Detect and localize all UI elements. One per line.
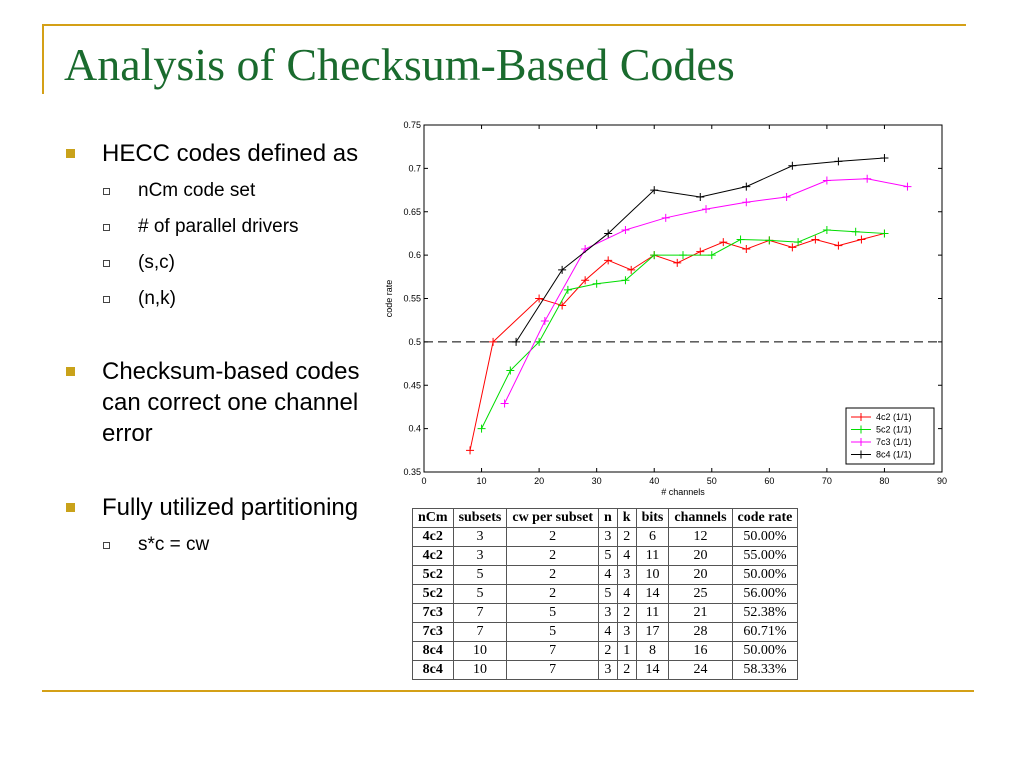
column-header: k bbox=[617, 509, 636, 528]
sub-bullet-text: (n,k) bbox=[138, 288, 176, 309]
table-row bbox=[413, 661, 798, 680]
x-tick-label: 90 bbox=[936, 476, 948, 486]
table-cell: 4 bbox=[617, 585, 636, 604]
table-cell: 3 bbox=[599, 661, 618, 680]
legend-label: 8c4 (1/1) bbox=[876, 449, 912, 460]
table-cell: 16 bbox=[669, 642, 732, 661]
table-cell: 3 bbox=[599, 604, 618, 623]
table-cell: 10 bbox=[453, 661, 507, 680]
table-cell: 7 bbox=[507, 661, 599, 680]
table-cell: 2 bbox=[507, 566, 599, 585]
y-tick-label: 0.4 bbox=[408, 423, 421, 434]
sub-bullet-text: # of parallel drivers bbox=[138, 216, 299, 237]
table-cell: 3 bbox=[599, 528, 618, 547]
hollow-square-bullet-icon bbox=[103, 296, 110, 303]
table-cell: 3 bbox=[617, 623, 636, 642]
table-cell: 24 bbox=[669, 661, 732, 680]
table-cell: 52.38% bbox=[732, 604, 798, 623]
legend-label: 5c2 (1/1) bbox=[876, 424, 912, 435]
table-cell: 21 bbox=[669, 604, 732, 623]
bullet-hecc-codes bbox=[64, 138, 364, 169]
column-header: n bbox=[599, 509, 618, 528]
table-header-row bbox=[413, 509, 798, 528]
table-cell: 5 bbox=[599, 547, 618, 566]
table-cell: 4c2 bbox=[413, 547, 454, 566]
table-row bbox=[413, 547, 798, 566]
column-header: bits bbox=[636, 509, 669, 528]
sub-bullet-text: s*c = cw bbox=[138, 534, 210, 555]
table-cell: 8 bbox=[636, 642, 669, 661]
bullet-text: Checksum-based codes can correct one channel error bbox=[102, 358, 360, 447]
table-cell: 58.33% bbox=[732, 661, 798, 680]
table-row bbox=[413, 623, 798, 642]
table-cell: 5 bbox=[599, 585, 618, 604]
table-cell: 20 bbox=[669, 566, 732, 585]
table-cell: 8c4 bbox=[413, 642, 454, 661]
table-cell: 60.71% bbox=[732, 623, 798, 642]
table-row bbox=[413, 585, 798, 604]
x-axis-label: # channels bbox=[661, 487, 705, 497]
code-table bbox=[412, 508, 798, 680]
legend-label: 7c3 (1/1) bbox=[876, 437, 912, 447]
x-tick-label: 20 bbox=[534, 476, 545, 486]
bullet-partitioning bbox=[64, 492, 364, 523]
y-tick-label: 0.45 bbox=[403, 380, 421, 391]
column-header: nCm bbox=[413, 509, 454, 528]
table-cell: 50.00% bbox=[732, 528, 798, 547]
table-cell: 25 bbox=[669, 585, 732, 604]
x-tick-label: 0 bbox=[421, 476, 427, 486]
legend-label: 4c2 (1/1) bbox=[876, 412, 912, 422]
sub-bullet-text: nCm code set bbox=[138, 180, 256, 201]
sub-bullet-nk bbox=[64, 286, 364, 312]
table-cell: 5 bbox=[453, 585, 507, 604]
hollow-square-bullet-icon bbox=[103, 188, 110, 195]
table-cell: 5 bbox=[453, 566, 507, 585]
table-cell: 5 bbox=[507, 604, 599, 623]
table-cell: 1 bbox=[617, 642, 636, 661]
sub-bullet-ncm bbox=[64, 178, 364, 204]
y-tick-label: 0.55 bbox=[403, 293, 421, 304]
table-cell: 5 bbox=[507, 623, 599, 642]
top-accent-line bbox=[42, 24, 966, 26]
sub-bullet-drivers bbox=[64, 214, 364, 240]
table-cell: 14 bbox=[636, 661, 669, 680]
table-cell: 4 bbox=[599, 566, 618, 585]
table-cell: 2 bbox=[599, 642, 618, 661]
table-cell: 17 bbox=[636, 623, 669, 642]
table-cell: 14 bbox=[636, 585, 669, 604]
table-cell: 2 bbox=[617, 661, 636, 680]
sub-bullet-sc bbox=[64, 250, 364, 276]
bullet-text: Fully utilized partitioning bbox=[102, 494, 359, 521]
table-cell: 10 bbox=[453, 642, 507, 661]
table-cell: 2 bbox=[617, 604, 636, 623]
x-tick-label: 70 bbox=[821, 476, 832, 486]
table-cell: 4 bbox=[617, 547, 636, 566]
table-cell: 7 bbox=[453, 604, 507, 623]
table-cell: 3 bbox=[453, 528, 507, 547]
hollow-square-bullet-icon bbox=[103, 224, 110, 231]
left-accent-line bbox=[42, 24, 44, 94]
x-tick-label: 50 bbox=[706, 476, 717, 486]
slide-title: Analysis of Checksum-Based Codes bbox=[64, 39, 735, 90]
table-row bbox=[413, 566, 798, 585]
table-row bbox=[413, 528, 798, 547]
hollow-square-bullet-icon bbox=[103, 260, 110, 267]
table-cell: 11 bbox=[636, 604, 669, 623]
table-row bbox=[413, 642, 798, 661]
table-cell: 4c2 bbox=[413, 528, 454, 547]
table-cell: 20 bbox=[669, 547, 732, 566]
table-cell: 3 bbox=[453, 547, 507, 566]
sub-bullet-scw bbox=[64, 532, 364, 558]
table-cell: 2 bbox=[507, 547, 599, 566]
chart-svg bbox=[376, 116, 956, 504]
x-tick-label: 10 bbox=[476, 476, 487, 486]
square-bullet-icon bbox=[66, 149, 75, 158]
column-header: code rate bbox=[732, 509, 798, 528]
table-cell: 7c3 bbox=[413, 604, 454, 623]
table-cell: 56.00% bbox=[732, 585, 798, 604]
table-cell: 6 bbox=[636, 528, 669, 547]
table-cell: 7 bbox=[453, 623, 507, 642]
column-header: cw per subset bbox=[507, 509, 599, 528]
bottom-accent-line bbox=[42, 690, 974, 692]
square-bullet-icon bbox=[66, 503, 75, 512]
table-cell: 4 bbox=[599, 623, 618, 642]
column-header: channels bbox=[669, 509, 732, 528]
x-tick-label: 60 bbox=[764, 476, 775, 486]
table-cell: 28 bbox=[669, 623, 732, 642]
y-tick-label: 0.6 bbox=[408, 250, 421, 261]
table-cell: 7c3 bbox=[413, 623, 454, 642]
column-header: subsets bbox=[453, 509, 507, 528]
bullet-text: HECC codes defined as bbox=[102, 140, 359, 167]
table-cell: 7 bbox=[507, 642, 599, 661]
square-bullet-icon bbox=[66, 367, 75, 376]
x-tick-label: 40 bbox=[649, 476, 660, 486]
table-cell: 8c4 bbox=[413, 661, 454, 680]
table-cell: 2 bbox=[617, 528, 636, 547]
table-cell: 5c2 bbox=[413, 566, 454, 585]
sub-bullet-text: (s,c) bbox=[138, 252, 175, 273]
y-tick-label: 0.65 bbox=[403, 206, 421, 217]
bullet-checksum-codes bbox=[64, 356, 364, 449]
table-cell: 3 bbox=[617, 566, 636, 585]
y-axis-label: code rate bbox=[384, 279, 394, 318]
table-cell: 55.00% bbox=[732, 547, 798, 566]
table-cell: 10 bbox=[636, 566, 669, 585]
y-tick-label: 0.35 bbox=[403, 467, 421, 477]
table-row bbox=[413, 604, 798, 623]
bullet-list bbox=[64, 138, 364, 568]
code-rate-chart bbox=[376, 116, 956, 504]
x-tick-label: 80 bbox=[879, 476, 890, 486]
table-cell: 11 bbox=[636, 547, 669, 566]
hollow-square-bullet-icon bbox=[103, 542, 110, 549]
table-cell: 50.00% bbox=[732, 642, 798, 661]
table-cell: 2 bbox=[507, 528, 599, 547]
table-cell: 12 bbox=[669, 528, 732, 547]
y-tick-label: 0.5 bbox=[408, 336, 421, 347]
table-cell: 50.00% bbox=[732, 566, 798, 585]
x-tick-label: 30 bbox=[591, 476, 602, 486]
y-tick-label: 0.7 bbox=[408, 163, 421, 174]
table-cell: 2 bbox=[507, 585, 599, 604]
table-cell: 5c2 bbox=[413, 585, 454, 604]
y-tick-label: 0.75 bbox=[403, 120, 421, 130]
